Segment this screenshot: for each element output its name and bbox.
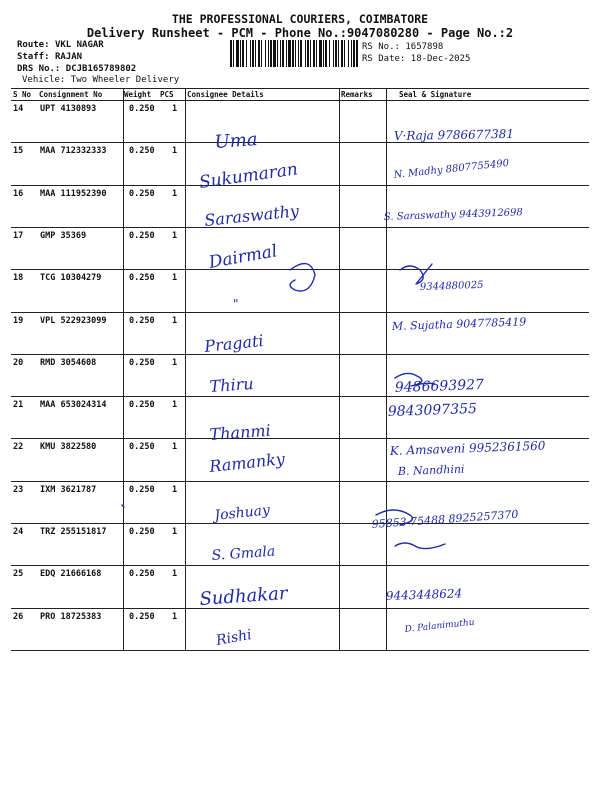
row-consignment-no: VPL 522923099 — [40, 315, 107, 326]
consignee-signature: Sudhakar — [198, 582, 289, 610]
vehicle-line — [22, 75, 179, 85]
route-label: Route: — [17, 40, 50, 50]
row-sno: 25 — [13, 569, 24, 580]
row-sno: 24 — [13, 527, 24, 537]
consignee-signature: Dairmal — [207, 241, 279, 273]
row-divider — [11, 438, 589, 439]
column-divider — [185, 88, 186, 650]
row-sno: 21 — [13, 400, 24, 411]
seal-signature: N. Madhy 8807755490 — [393, 157, 510, 181]
row-consignment-no: MAA 653024314 — [40, 400, 107, 411]
row-divider — [11, 312, 589, 313]
row-consignment-no: MAA 712332333 — [40, 146, 107, 157]
row-divider — [11, 354, 589, 355]
consignee-signature: Saraswathy — [203, 201, 300, 230]
row-weight: 0.250 — [129, 357, 155, 368]
column-header-5: Remarks — [341, 90, 373, 99]
row-consignment-no: TCG 10304279 — [40, 273, 102, 284]
consignee-signature: Rishi — [214, 626, 253, 649]
row-sno: 20 — [13, 357, 24, 368]
column-header-3: PCS — [160, 90, 174, 99]
rs-date-value: 18-Dec-2025 — [410, 54, 471, 64]
row-divider — [11, 481, 589, 482]
row-sno: 23 — [13, 484, 24, 495]
row-pcs: 1 — [172, 357, 178, 368]
vehicle-value: Two Wheeler Delivery — [70, 75, 180, 85]
runsheet-table — [11, 88, 589, 650]
row-weight: 0.250 — [129, 442, 155, 453]
row-consignment-no: EDQ 21666168 — [40, 569, 102, 580]
column-header-2: Weight — [124, 90, 152, 99]
row-pcs: 1 — [172, 188, 178, 199]
staff-value: RAJAN — [54, 52, 83, 62]
route-value: VKL NAGAR — [54, 40, 104, 50]
row-sno: 18 — [13, 273, 24, 284]
consignee-signature: Thanmi — [208, 420, 272, 444]
row-pcs: 1 — [172, 484, 178, 495]
row-weight: 0.250 — [129, 230, 155, 241]
row-divider — [11, 523, 589, 524]
drs-label: DRS No.: — [17, 64, 61, 74]
row-consignment-no: TRZ 255151817 — [40, 527, 107, 537]
row-weight: 0.250 — [129, 188, 155, 199]
column-header-0: S No — [13, 90, 32, 99]
seal-signature: K. Amsaveni 9952361560 — [389, 438, 546, 458]
consignee-signature: Uma — [213, 129, 259, 153]
column-header-4: Consignee Details — [187, 90, 264, 99]
row-pcs: 1 — [172, 146, 178, 157]
drs-value: DCJB165789802 — [65, 64, 137, 74]
row-pcs: 1 — [172, 104, 178, 114]
column-header-6: Seal & Signature — [399, 90, 472, 99]
row-pcs: 1 — [172, 611, 178, 622]
row-divider — [11, 142, 589, 143]
row-pcs: 1 — [172, 400, 178, 411]
row-sno: 16 — [13, 188, 24, 199]
row-weight: 0.250 — [129, 146, 155, 157]
seal-signature: D. Palanimuthu — [404, 617, 476, 635]
seal-signature: B. Nandhini — [397, 462, 465, 478]
column-divider — [123, 88, 124, 650]
rs-date-line — [362, 54, 470, 64]
row-divider — [11, 650, 589, 651]
staff-label: Staff: — [17, 52, 50, 62]
row-consignment-no: PRO 18725383 — [40, 611, 102, 622]
consignee-signature: Ramanky — [208, 449, 286, 476]
runsheet-subtitle: Delivery Runsheet - PCM - Phone No.:9047080280 - Page No.:2 — [86, 26, 514, 40]
rs-no-value: 1657898 — [405, 42, 444, 52]
row-consignment-no: GMP 35369 — [40, 230, 87, 241]
row-divider — [11, 185, 589, 186]
seal-signature: 95853 75488 8925257370 — [371, 507, 519, 531]
row-weight: 0.250 — [129, 611, 155, 622]
seal-signature: 9443448624 — [385, 586, 463, 603]
seal-signature: 9843097355 — [387, 400, 478, 420]
row-sno: 22 — [13, 442, 24, 453]
row-sno: 19 — [13, 315, 24, 326]
row-consignment-no: MAA 111952390 — [40, 188, 107, 199]
row-weight: 0.250 — [129, 104, 155, 114]
header-bottom-border — [11, 100, 589, 101]
row-weight: 0.250 — [129, 273, 155, 284]
staff-line — [17, 52, 82, 62]
row-pcs: 1 — [172, 230, 178, 241]
consignee-signature: Sukumaran — [197, 159, 300, 193]
seal-signature: S. Saraswathy 9443912698 — [383, 207, 524, 223]
row-consignment-no: IXM 3621787 — [40, 484, 97, 495]
consignee-signature: " — [233, 297, 239, 311]
row-divider — [11, 608, 589, 609]
row-weight: 0.250 — [129, 315, 155, 326]
row-consignment-no: UPT 4130893 — [40, 104, 97, 114]
consignee-signature: S. Gmala — [211, 543, 276, 564]
row-weight: 0.250 — [129, 569, 155, 580]
seal-signature: 9486693927 — [394, 376, 485, 396]
row-pcs: 1 — [172, 569, 178, 580]
row-divider — [11, 396, 589, 397]
drs-line — [17, 64, 136, 74]
row-sno: 15 — [13, 146, 24, 157]
row-pcs: 1 — [172, 315, 178, 326]
consignee-signature: Thiru — [208, 373, 255, 396]
column-header-1: Consignment No — [39, 90, 103, 99]
table-top-border — [11, 88, 589, 89]
row-pcs: 1 — [172, 442, 178, 453]
route-line — [17, 40, 104, 50]
row-divider — [11, 565, 589, 566]
row-weight: 0.250 — [129, 400, 155, 411]
vehicle-label: Vehicle: — [22, 75, 66, 85]
rs-date-label: RS Date: — [362, 54, 406, 64]
row-weight: 0.250 — [129, 527, 155, 537]
row-divider — [11, 269, 589, 270]
row-consignment-no: KMU 3822580 — [40, 442, 97, 453]
consignee-signature: Joshuay — [213, 502, 271, 524]
seal-signature: V·Raja 9786677381 — [393, 126, 515, 143]
seal-signature: M. Sujatha 9047785419 — [391, 315, 527, 333]
row-sno: 26 — [13, 611, 24, 622]
barcode — [230, 40, 358, 67]
seal-signature: 9344880025 — [419, 279, 484, 293]
row-consignment-no: RMD 3054608 — [40, 357, 97, 368]
company-name: THE PROFESSIONAL COURIERS, COIMBATORE — [171, 12, 429, 26]
row-divider — [11, 227, 589, 228]
row-pcs: 1 — [172, 273, 178, 284]
rs-no-line — [362, 42, 443, 52]
column-divider — [386, 88, 387, 650]
rs-no-label: RS No.: — [362, 42, 400, 52]
row-weight: 0.250 — [129, 484, 155, 495]
row-sno: 17 — [13, 230, 24, 241]
row-pcs: 1 — [172, 527, 178, 537]
consignee-signature: Pragati — [203, 330, 265, 356]
row-sno: 14 — [13, 104, 24, 114]
column-divider — [339, 88, 340, 650]
